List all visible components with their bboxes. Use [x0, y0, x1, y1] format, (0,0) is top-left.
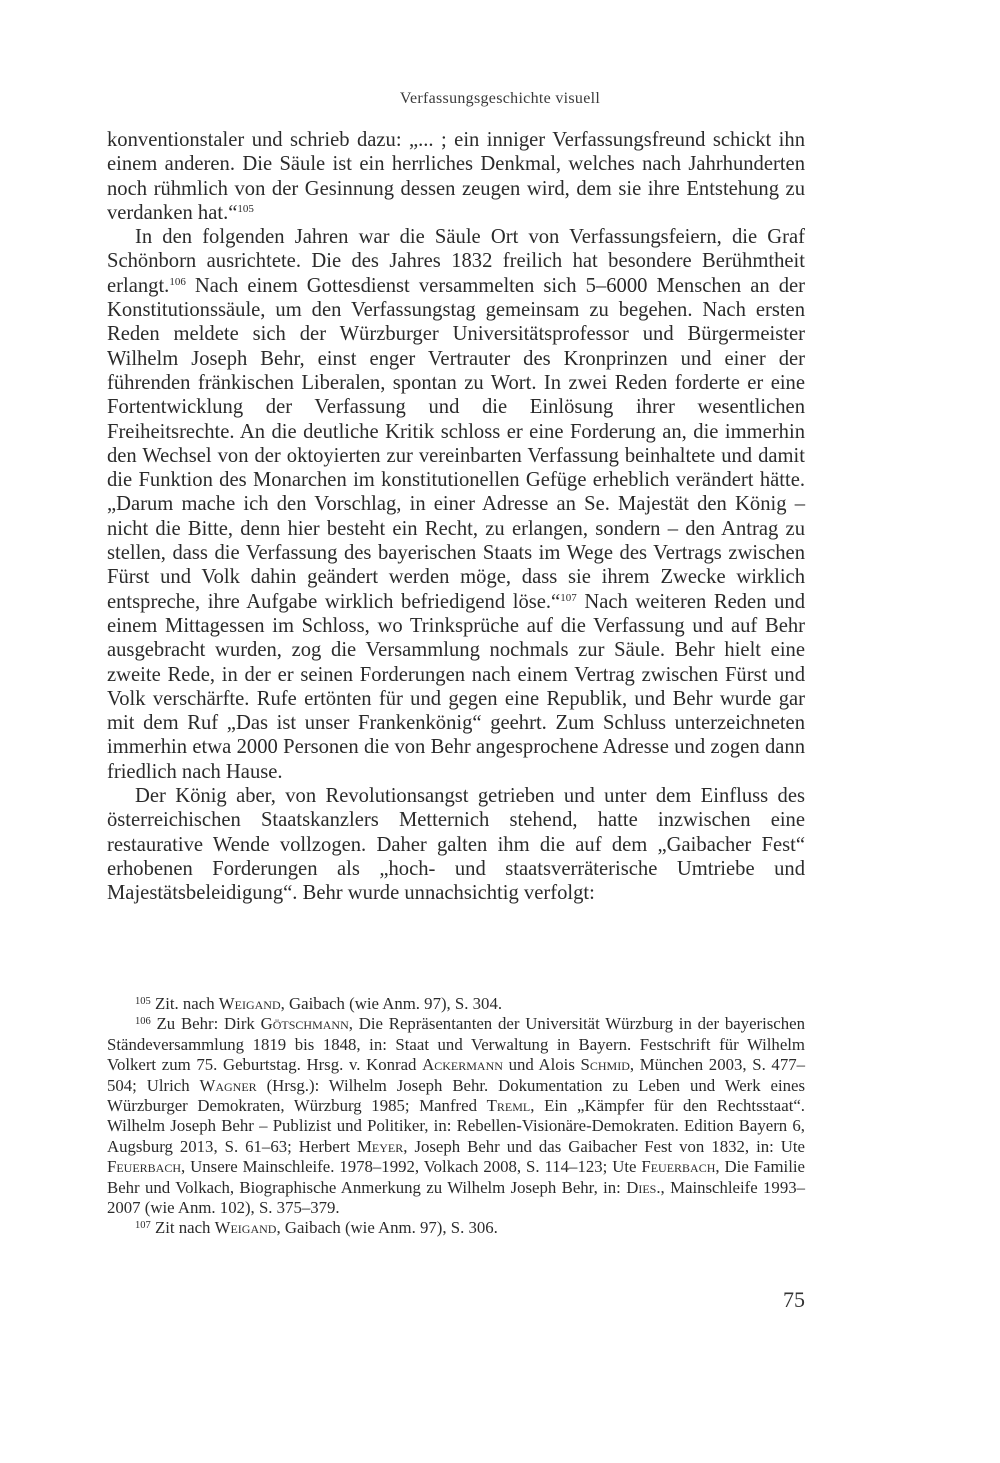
footnote-text: Zit nach — [154, 1218, 215, 1238]
footnote-number: 106 — [135, 1016, 151, 1028]
paragraph-2-text-a: In den folgenden Jahren war die Säule Ort von Verfassungsfeiern, die Graf Schönborn ausrichtete. Die des Jahres 1832 freilich hat besondere Berühmtheit erlangt. — [107, 226, 805, 297]
paragraph-3 — [107, 784, 805, 905]
footnote-text: , Gaibach (wie Anm. 97), S. 306. — [276, 1218, 498, 1238]
author-name: Dies. — [626, 1177, 661, 1197]
footnote-text: , Die Familie Behr und Volkach, Biographische Anmerkung zu Wilhelm Joseph Behr, in: — [107, 1157, 805, 1197]
paragraph-2-text-b: Nach einem Gottesdienst versammelten sich 5–6000 Menschen an der Konstitutionssäule, um den Verfassungstag gemeinsam zu begehen. Nach ersten Reden meldete sich der Würzburger Universitätsprofessor und Bürgermeister Wilhelm Joseph Behr, einst enger Vertrauter des Kronprinzen und einer der führenden fränkischen Liberalen, spontan zu Wort. In zwei Reden forderte er eine Fortentwicklung der Verfassung und die Einlösung ihrer wesentlichen Freiheitsrechte. An die deutliche Kritik schloss er eine Forderung an, die immerhin den Wechsel von der oktoyierten zur vereinbarten Verfassung beinhaltete und damit die Funktion des Monarchen im konstitutionellen Gefüge erheblich verändert hätte. „Darum mache ich den Vorschlag, in einer Adresse an Se. Majestät den König – nicht die Bitte, denn hier besteht ein Recht, zu erlangen, sondern – den Antrag zu stellen, dass die Verfassung des bayerischen Staats im Wege des Vertrags zwischen Fürst und Volk dahin geändert werden möge, dass sie ihrem Zwecke wirklich entspreche, ihre Aufgabe wirklich befriedigend löse.“ — [107, 274, 805, 613]
author-name: Feuerbach — [641, 1157, 716, 1177]
footnote-text: und Alois — [502, 1055, 581, 1075]
paragraph-2 — [107, 225, 805, 784]
footnote-107 — [107, 1218, 805, 1238]
footnote-ref-107[interactable]: 107 — [560, 591, 577, 604]
author-name: Weigand — [218, 994, 281, 1013]
author-name: Feuerbach — [107, 1157, 182, 1177]
author-name: Götschmann — [260, 1014, 349, 1034]
footnote-text: , Die Repräsentanten der Universität Würzburg in der bayerischen Ständeversammlung 1819 bis 1848, in: Staat und Verwaltung in Bayern. Festschrift für Wilhelm Volkert zum 75. Geburtstag. Hrsg. v. Konrad — [107, 1014, 805, 1075]
footnote-ref-106[interactable]: 106 — [169, 275, 186, 288]
paragraph-3-text: Der König aber, von Revolutionsangst getrieben und unter dem Einfluss des österreichischen Staatskanzlers Metternich stehend, hatte inzwischen eine restaurative Wende vollzogen. Daher galten ihm die auf dem „Gaibacher Fest“ erhobenen Forderungen als „hoch- und staatsverräterische Umtriebe und Majestätsbeleidigung“. Behr wurde unnachsichtig verfolgt: — [107, 785, 805, 905]
footnote-text: Zu Behr: Dirk — [156, 1014, 261, 1034]
author-name: Meyer — [357, 1136, 404, 1156]
author-name: Wagner — [199, 1075, 257, 1095]
footnote-text: , Gaibach (wie Anm. 97), S. 304. — [280, 994, 503, 1013]
running-head: Verfassungsgeschichte visuell — [399, 90, 601, 107]
footnote-number: 105 — [135, 996, 151, 1007]
author-name: Ackermann — [422, 1055, 503, 1075]
paragraph-1-text: konventionstaler und schrieb dazu: „... ; ein inniger Verfassungsfreund schickt ihn einem anderen. Die Säule ist ein herrliches Denkmal, welches nach Jahrhunderten noch rühmlich von der Gesinnung dessen zeugen wird, dem sie ihre Entstehung zu verdanken hat.“ — [107, 129, 805, 224]
page-number: 75 — [783, 1287, 805, 1312]
paragraph-1 — [107, 128, 805, 225]
footnote-105 — [107, 994, 805, 1014]
footnote-text: , Unsere Mainschleife. 1978–1992, Volkach 2008, S. 114–123; Ute — [181, 1157, 642, 1177]
footnote-text: Zit. nach — [154, 994, 219, 1013]
footnote-ref-105[interactable]: 105 — [237, 202, 254, 215]
main-text — [107, 128, 805, 906]
footnote-text: , München 2003, S. 477–504; Ulrich — [107, 1055, 805, 1095]
author-name: Weigand — [214, 1218, 277, 1238]
footnote-text: (Hrsg.): Wilhelm Joseph Behr. Dokumentation zu Leben und Werk eines Würzburger Demokraten, Würzburg 1985; Manfred — [107, 1075, 805, 1116]
footnotes — [107, 994, 805, 1239]
footnote-text: , Ein „Kämpfer für den Rechtsstaat“. Wilhelm Joseph Behr – Publizist und Politiker, in: Rebellen-Visionäre-Demokraten. Edition Bayern 6, Augsburg 2013, S. 61–63; Herbert — [107, 1096, 805, 1156]
paragraph-2-text-c: Nach weiteren Reden und einem Mittagessen im Schloss, wo Trinksprüche auf die Verfassung und auf Behr ausgebracht wurden, zog die Versammlung nochmals zur Säule. Behr hielt eine zweite Rede, in der er seinen Forderungen nach einem Vertrag zwischen Fürst und Volk verschärfte. Rufe ertönten für und gegen eine Republik, und Behr wurde gar mit dem Ruf „Das ist unser Frankenkönig“ geehrt. Zum Schluss unterzeichneten immerhin etwa 2000 Personen die von Behr angesprochene Adresse und zogen dann friedlich nach Hause. — [107, 590, 806, 783]
footnote-106 — [107, 1014, 805, 1218]
footnote-text: , Mainschleife 1993–2007 (wie Anm. 102), S. 375–379. — [107, 1177, 805, 1218]
author-name: Schmid — [580, 1055, 630, 1075]
footnote-text: , Joseph Behr und das Gaibacher Fest von 1832, in: Ute — [403, 1136, 805, 1156]
author-name: Treml — [486, 1096, 531, 1116]
footnote-number: 107 — [135, 1220, 151, 1232]
